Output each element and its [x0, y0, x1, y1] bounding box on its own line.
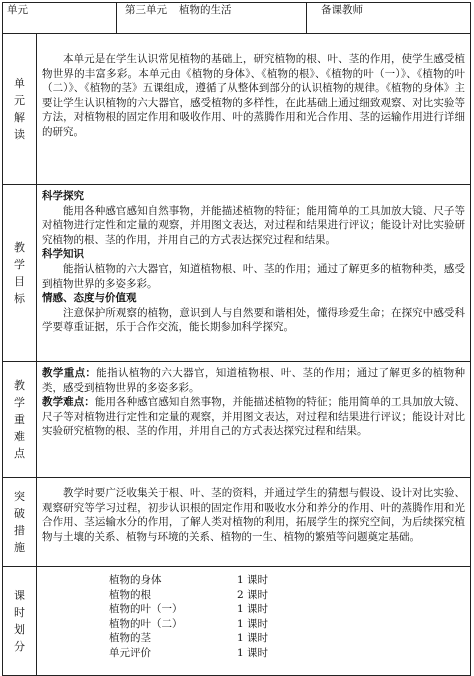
key-points-row — [3, 362, 471, 478]
unit-title: 植物的生活 — [179, 4, 232, 16]
schedule-row — [3, 567, 471, 676]
key-points-label: 教 学 重 难 点 — [3, 362, 37, 478]
breakthrough-label: 突 破 措 施 — [3, 478, 37, 567]
difficult-point-heading: 教学难点： — [42, 396, 95, 409]
attitude-heading: 情感、态度与价值观 — [42, 292, 137, 305]
lesson-name: 植物的叶（一） — [109, 603, 183, 616]
lesson-hours: 1 课时 — [237, 646, 269, 659]
header-row — [3, 3, 471, 34]
lesson-hours: 1 课时 — [237, 603, 269, 616]
lesson-name: 单元评价 — [109, 646, 151, 659]
interpretation-label: 单 元 解 读 — [3, 34, 37, 185]
goals-content — [37, 185, 471, 362]
lesson-name: 植物的叶（二） — [109, 617, 183, 630]
lesson-hours: 1 课时 — [237, 574, 269, 586]
schedule-item — [109, 617, 470, 632]
key-points-content — [37, 362, 471, 478]
interpretation-row — [3, 34, 471, 185]
breakthrough-content — [37, 478, 471, 567]
lesson-hours: 1 课时 — [237, 617, 269, 630]
difficult-point-text: 能用各种感官感知自然事物，并能描述植物的特征；能用简单的工具加放大镜、尺子等对植物进行定性和定量的观察，并用图文表达，对过程和结果进行评议；能设计对比实验研究植物的根、茎的作用，并用自己的方式表达探究过程和结果。 — [42, 396, 466, 438]
schedule-item — [109, 646, 470, 661]
unit-name — [117, 3, 307, 34]
science-inquiry-heading: 科学探究 — [42, 190, 84, 202]
difficult-point-paragraph — [42, 395, 465, 439]
lesson-name: 植物的茎 — [109, 632, 151, 645]
goals-label: 教 学 目 标 — [3, 185, 37, 362]
schedule-item — [109, 588, 470, 603]
attitude-text: 注意保护所观察的植物，意识到人与自然要和谐相处，懂得珍爱生命；在探究中感受科学要尊重证据，乐于合作交流，能长期参加科学探究。 — [42, 306, 465, 334]
unit-number: 第三单元 — [125, 4, 167, 16]
interpretation-paragraph: 本单元是在学生认识常见植物的基础上，研究植物的根、叶、茎的作用，使学生感受植物世界的丰富多彩。本单元由《植物的身体》、《植物的根》、《植物的叶（一）》、《植物的叶（二）》、《植物的茎》五课组成，遵循了从整体到部分的认识植物的规律。《植物的身体》主要让学生认识植物的六大器官，感受植物的多样性，在此基础上通过细致观察、对比实验等方法，对植物根的固定作用和吸收作用、叶的蒸腾作用和光合作用、茎的运输作用进行详细的研究。 — [42, 53, 465, 138]
science-knowledge-heading: 科学知识 — [42, 248, 84, 261]
key-point-heading: 教学重点： — [42, 367, 97, 379]
schedule-content — [37, 567, 471, 676]
teacher-label: 备课教师 — [307, 3, 471, 34]
schedule-item — [109, 573, 470, 588]
unit-label: 单元 — [3, 3, 117, 34]
lesson-name: 植物的根 — [109, 588, 151, 601]
science-inquiry-text: 能用各种感官感知自然事物，并能描述植物的特征；能用简单的工具加放大镜、尺子等对植物进行定性和定量的观察，并用图文表达，对过程和结果进行评议；能设计对比实验研究植物的根、茎的作用，并用自己的方式表达探究过程和结果。 — [42, 204, 465, 246]
lesson-hours: 2 课时 — [237, 588, 269, 601]
schedule-label: 课 时 划 分 — [3, 567, 37, 676]
breakthrough-row — [3, 478, 471, 567]
key-point-text: 能指认植物的六大器官，知道植物根、叶、茎的作用；通过了解更多的植物种类，感受到植物世界的多姿多彩。 — [42, 367, 466, 394]
goals-row — [3, 185, 471, 362]
lesson-name: 植物的身体 — [109, 574, 162, 586]
science-knowledge-text: 能指认植物的六大器官，知道植物根、叶、茎的作用；通过了解更多的植物种类，感受到植物世界的多姿多彩。 — [42, 262, 465, 290]
lesson-plan-table — [2, 2, 471, 676]
interpretation-content — [37, 34, 471, 185]
key-point-paragraph — [42, 366, 465, 395]
schedule-item — [109, 602, 470, 617]
lesson-hours: 1 课时 — [237, 632, 269, 645]
breakthrough-paragraph: 教学时要广泛收集关于根、叶、茎的资料，并通过学生的猜想与假设、设计对比实验、观察研究等学习过程，初步认识根的固定作用和吸收水分和养分的作用、叶的蒸腾作用和光合作用、茎运输水分的作用，了解人类对植物的利用，拓展学生的探究空间，为后续探究植物与土壤的关系、植物与环境的关系、植物的一生、植物的繁殖等问题奠定基础。 — [42, 487, 465, 543]
schedule-item — [109, 631, 470, 646]
